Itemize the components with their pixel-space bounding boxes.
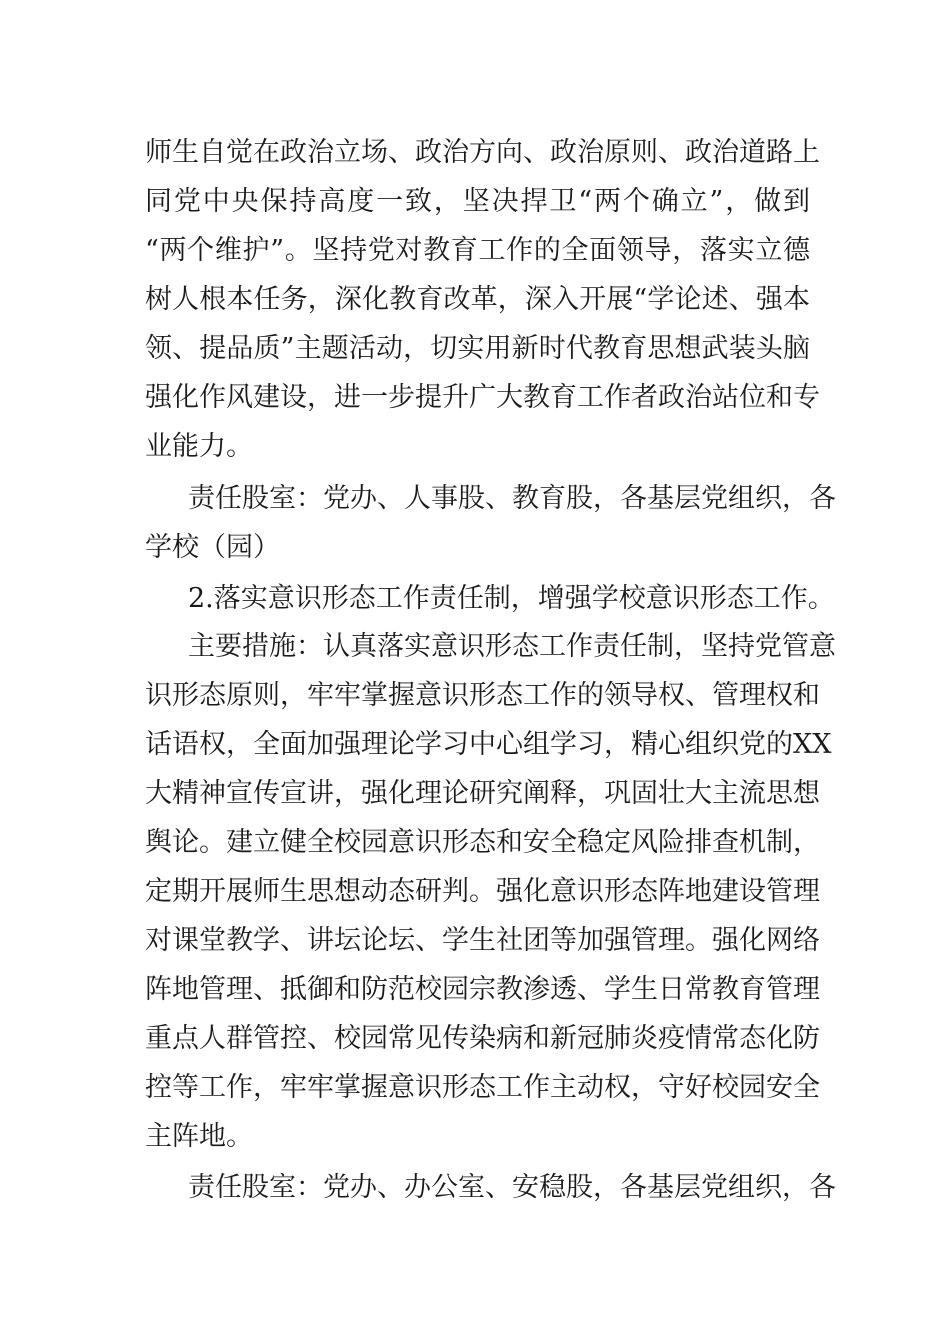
text-line: 识形态原则，牢牢掌握意识形态工作的领导权、管理权和 [145,680,820,711]
text-line: 阵地管理、抵御和防范校园宗教渗透、学生日常教育管理 [145,974,820,1005]
text-line: 控等工作，牢牢掌握意识形态工作主动权，守好校园安全 [145,1072,820,1103]
text-line: 定期开展师生思想动态研判。强化意识形态阵地建设管理 [145,876,820,907]
section-heading: 2.落实意识形态工作责任制，增强学校意识形态工作。 [188,583,835,614]
text-line: 话语权，全面加强理论学习中心组学习，精心组织党的XX [145,729,832,760]
text-line: 树人根本任务，深化教育改革，深入开展“学论述、强本 [145,284,810,315]
text-line: 同党中央保持高度一致，坚决捍卫“两个确立”，做到 [145,186,810,217]
text-line: 主阵地。 [145,1121,253,1152]
text-line: 师生自觉在政治立场、政治方向、政治原则、政治道路上 [145,137,820,168]
text-line: 领、提品质”主题活动，切实用新时代教育思想武装头脑 [145,333,810,364]
text-line: 舆论。建立健全校园意识形态和安全稳定风险排查机制， [145,827,820,858]
text-line: 大精神宣传宣讲，强化理论研究阐释，巩固壮大主流思想 [145,778,820,809]
text-line: 业能力。 [145,431,253,462]
text-line: 对课堂教学、讲坛论坛、学生社团等加强管理。强化网络 [145,925,820,956]
responsible-dept-line: 学校（园） [145,532,280,563]
responsible-dept-line: 责任股室：党办、人事股、教育股，各基层党组织，各 [188,483,836,514]
text-line: 重点人群管控、校园常见传染病和新冠肺炎疫情常态化防 [145,1023,820,1054]
responsible-dept-line: 责任股室：党办、办公室、安稳股，各基层党组织，各 [188,1172,836,1203]
text-line: 主要措施：认真落实意识形态工作责任制，坚持党管意 [188,631,836,662]
text-line: “两个维护”。坚持党对教育工作的全面领导，落实立德 [145,235,810,266]
text-line: 强化作风建设，进一步提升广大教育工作者政治站位和专 [145,382,820,413]
